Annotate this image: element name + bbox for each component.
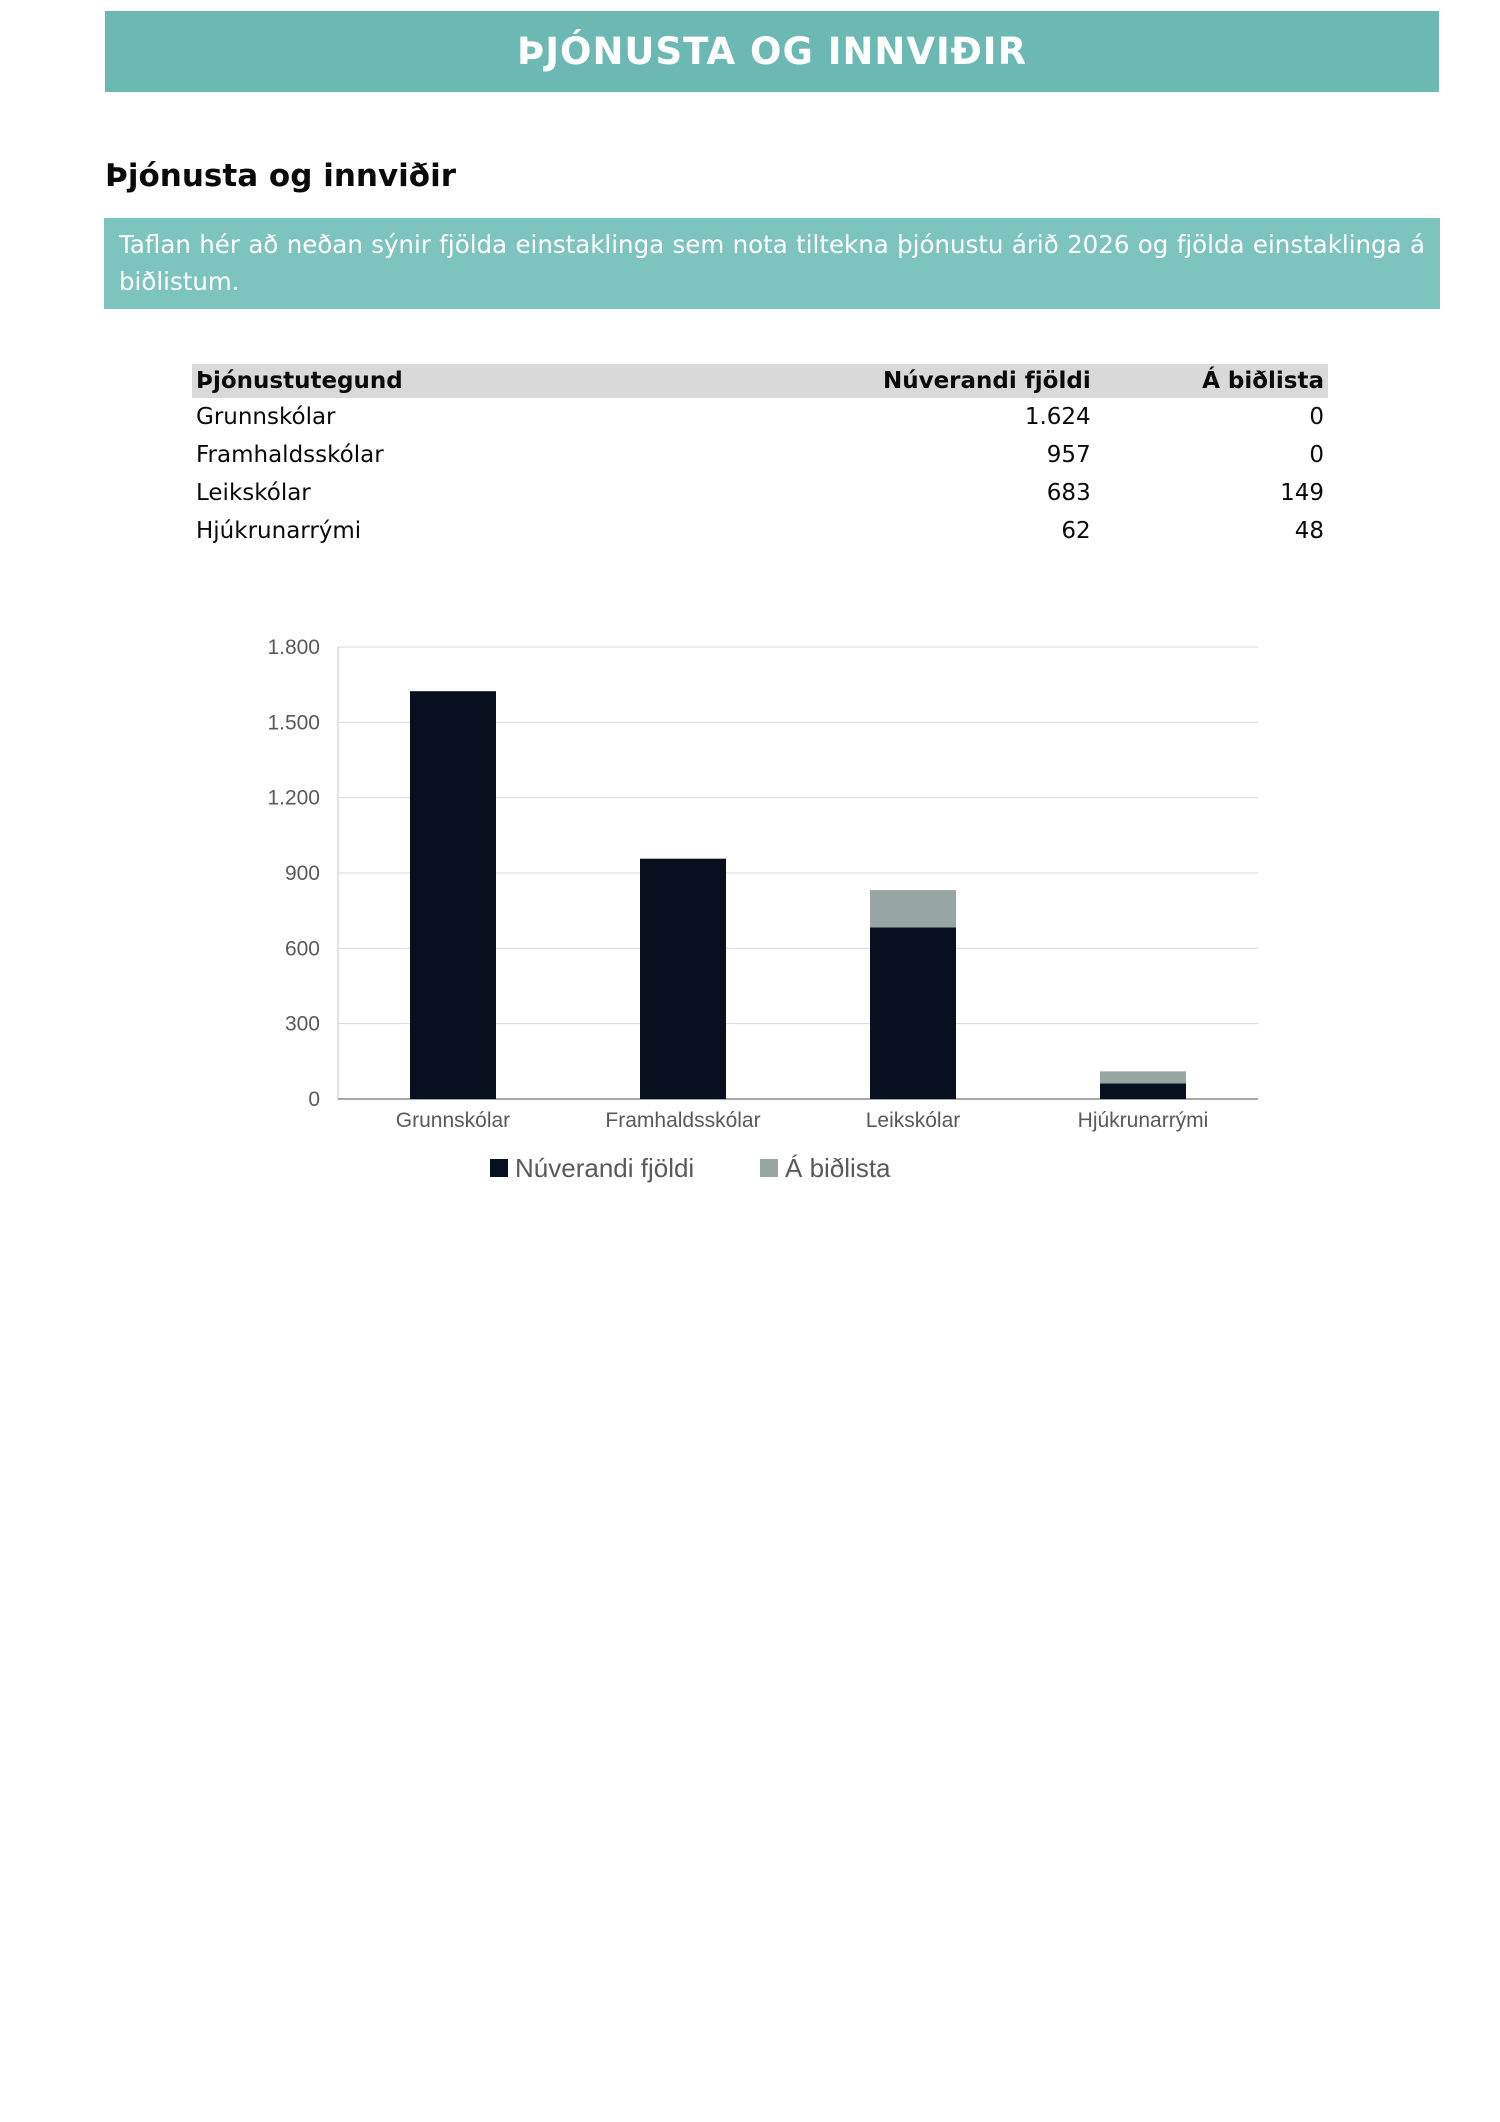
y-tick-label: 1.200: [267, 786, 320, 810]
section-heading: Þjónusta og innviðir: [105, 158, 457, 194]
bar-current: [410, 691, 496, 1099]
row-waiting: 0: [1309, 404, 1324, 430]
row-waiting: 0: [1309, 442, 1324, 468]
legend-swatch-current: [490, 1159, 508, 1177]
row-service: Grunnskólar: [196, 404, 336, 430]
row-current: 62: [1061, 518, 1091, 544]
row-current: 957: [1046, 442, 1091, 468]
x-tick-label: Leikskólar: [865, 1109, 961, 1132]
header-waiting-list: Á biðlista: [1095, 364, 1328, 398]
y-tick-label: 600: [284, 937, 320, 961]
bar-waiting: [870, 890, 956, 927]
row-service: Framhaldsskólar: [196, 442, 384, 468]
bar-current: [640, 859, 726, 1099]
legend-label-waiting: Á biðlista: [785, 1153, 891, 1183]
bar-waiting: [1100, 1071, 1186, 1083]
banner-title: ÞJÓNUSTA OG INNVIÐIR: [516, 30, 1028, 73]
legend-swatch-waiting: [760, 1159, 778, 1177]
bar-current: [870, 927, 956, 1099]
y-tick-label: 900: [284, 862, 320, 885]
y-tick-label: 0: [308, 1088, 320, 1111]
header-service-type: Þjónustutegund: [192, 364, 847, 398]
bar-current: [1100, 1083, 1186, 1099]
row-waiting: 149: [1280, 480, 1324, 506]
x-tick-label: Hjúkrunarrými: [1077, 1109, 1209, 1132]
row-service: Hjúkrunarrými: [196, 518, 362, 544]
intro-text: Taflan hér að neðan sýnir fjölda einstaklinga sem nota tiltekna þjónustu árið 2026 og fjölda einstaklinga á biðlistum.: [119, 230, 1425, 296]
y-tick-label: 1.800: [267, 636, 320, 659]
legend-label-current: Núverandi fjöldi: [515, 1153, 695, 1183]
row-current: 1.624: [1024, 404, 1091, 430]
x-tick-label: Grunnskólar: [395, 1109, 511, 1132]
row-current: 683: [1046, 480, 1091, 506]
x-tick-label: Framhaldsskólar: [605, 1109, 761, 1132]
y-tick-label: 300: [284, 1012, 320, 1036]
row-waiting: 48: [1294, 518, 1324, 544]
y-tick-label: 1.500: [267, 711, 320, 735]
header-current-count: Núverandi fjöldi: [847, 364, 1095, 398]
row-service: Leikskólar: [196, 480, 311, 506]
